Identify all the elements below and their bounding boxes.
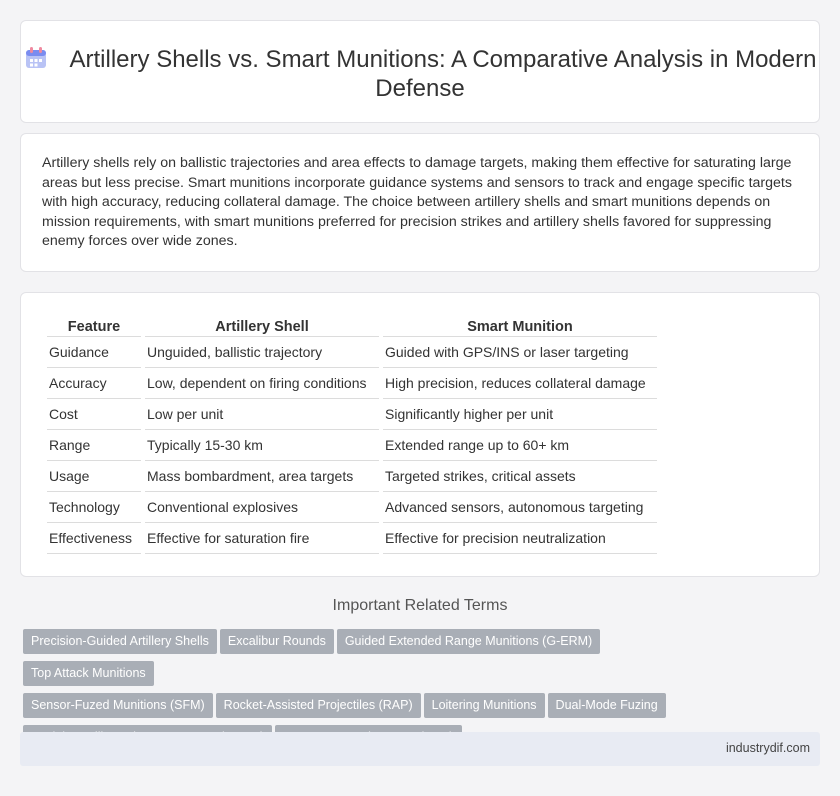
term-tag[interactable]: Sensor-Fuzed Munitions (SFM): [23, 693, 213, 718]
cell-smart-munition: Significantly higher per unit: [383, 399, 657, 430]
comparison-table: [43, 313, 661, 554]
intro-paragraph: Artillery shells rely on ballistic trajectories and area effects to damage targets, making them effective for saturating large areas but less precise. Smart munitions incorporate guidance systems and sensors to track and engage specific targets with high accuracy, reducing collateral damage. The choice between artillery shells and smart munitions depends on mission requirements, with smart munitions preferred for precision strikes and artillery shells favored for suppressing enemy forces over wide zones.: [42, 155, 792, 249]
calendar-icon: [24, 46, 48, 70]
table-row: [47, 337, 657, 368]
comparison-card: [20, 292, 820, 577]
table-row: [47, 492, 657, 523]
intro-card: [20, 133, 820, 272]
header-feature: Feature: [47, 313, 141, 337]
cell-feature: Effectiveness: [47, 523, 141, 554]
cell-artillery-shell: Low, dependent on firing conditions: [145, 368, 379, 399]
term-tag[interactable]: Guided Extended Range Munitions (G-ERM): [337, 629, 600, 654]
cell-smart-munition: Targeted strikes, critical assets: [383, 461, 657, 492]
cell-smart-munition: Guided with GPS/INS or laser targeting: [383, 337, 657, 368]
table-row: [47, 430, 657, 461]
header-artillery-shell: Artillery Shell: [145, 313, 379, 337]
page-title: Artillery Shells vs. Smart Munitions: A Comparative Analysis in Modern Defense: [69, 46, 817, 102]
cell-artillery-shell: Mass bombardment, area targets: [145, 461, 379, 492]
cell-feature: Usage: [47, 461, 141, 492]
cell-feature: Accuracy: [47, 368, 141, 399]
term-tag[interactable]: Top Attack Munitions: [23, 661, 154, 686]
term-tag[interactable]: Excalibur Rounds: [220, 629, 334, 654]
cell-feature: Guidance: [47, 337, 141, 368]
table-row: [47, 368, 657, 399]
page-title-wrap: [21, 45, 819, 103]
header-smart-munition: Smart Munition: [383, 313, 657, 337]
title-card: [20, 20, 820, 123]
cell-artillery-shell: Low per unit: [145, 399, 379, 430]
cell-feature: Technology: [47, 492, 141, 523]
table-row: [47, 399, 657, 430]
term-tag[interactable]: Precision-Guided Artillery Shells: [23, 629, 217, 654]
cell-smart-munition: Advanced sensors, autonomous targeting: [383, 492, 657, 523]
cell-artillery-shell: Conventional explosives: [145, 492, 379, 523]
related-terms-heading: Important Related Terms: [332, 597, 508, 614]
cell-artillery-shell: Unguided, ballistic trajectory: [145, 337, 379, 368]
cell-smart-munition: Extended range up to 60+ km: [383, 430, 657, 461]
term-tag[interactable]: Rocket-Assisted Projectiles (RAP): [216, 693, 421, 718]
term-tag[interactable]: Dual-Mode Fuzing: [548, 693, 666, 718]
table-row: [47, 523, 657, 554]
cell-feature: Cost: [47, 399, 141, 430]
cell-smart-munition: Effective for precision neutralization: [383, 523, 657, 554]
cell-smart-munition: High precision, reduces collateral damage: [383, 368, 657, 399]
term-tag[interactable]: Loitering Munitions: [424, 693, 545, 718]
cell-feature: Range: [47, 430, 141, 461]
cell-artillery-shell: Typically 15-30 km: [145, 430, 379, 461]
footer-bar: [20, 732, 820, 766]
table-row: [47, 461, 657, 492]
cell-artillery-shell: Effective for saturation fire: [145, 523, 379, 554]
footer-site-link[interactable]: industrydif.com: [725, 741, 810, 755]
table-header-row: [47, 313, 657, 337]
